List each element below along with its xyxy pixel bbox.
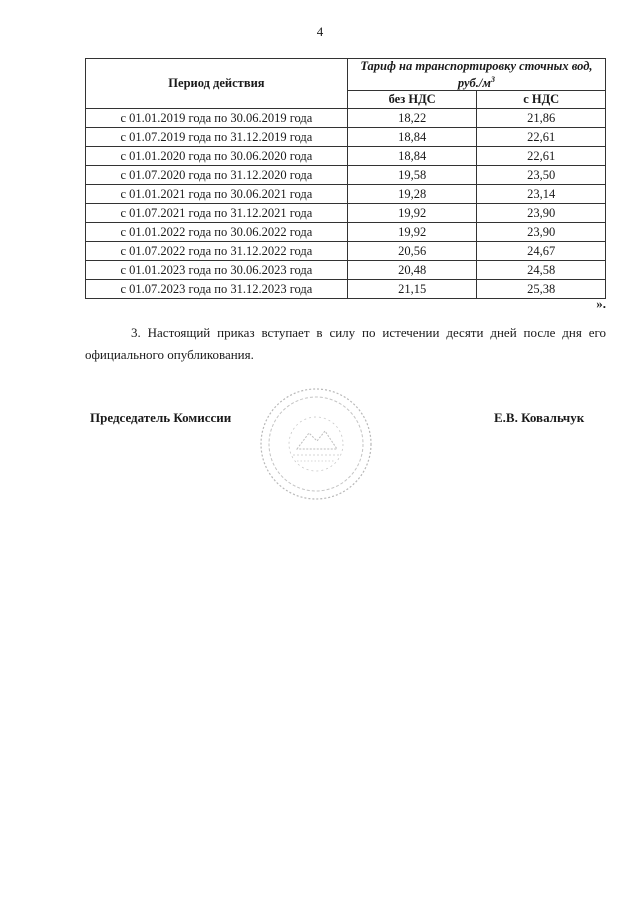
no-vat-cell: 20,48 (347, 261, 477, 280)
page-number: 4 (316, 24, 324, 39)
with-vat-cell: 24,67 (477, 242, 606, 261)
no-vat-cell: 19,58 (347, 166, 477, 185)
no-vat-cell: 19,92 (347, 204, 477, 223)
header-with-vat: с НДС (477, 91, 606, 109)
no-vat-cell: 21,15 (347, 280, 477, 299)
table-row (86, 109, 606, 128)
with-vat-cell: 24,58 (477, 261, 606, 280)
no-vat-cell: 18,84 (347, 147, 477, 166)
no-vat-cell: 19,92 (347, 223, 477, 242)
period-cell: с 01.01.2019 года по 30.06.2019 года (86, 109, 348, 128)
header-tariff-text: Тариф на транспортировку сточных вод, руб./м (360, 59, 593, 91)
table-row (86, 261, 606, 280)
round-seal-icon (257, 385, 375, 503)
table-row (86, 185, 606, 204)
with-vat-cell: 22,61 (477, 147, 606, 166)
table-row (86, 280, 606, 299)
period-cell: с 01.07.2020 года по 31.12.2020 года (86, 166, 348, 185)
closing-quote-mark: ». (596, 296, 606, 311)
with-vat-cell: 25,38 (477, 280, 606, 299)
table-row (86, 128, 606, 147)
signature-name: Е.В. Ковальчук (494, 410, 585, 425)
no-vat-cell: 19,28 (347, 185, 477, 204)
table-row (86, 242, 606, 261)
header-tariff (347, 59, 605, 91)
table-row (86, 204, 606, 223)
with-vat-cell: 22,61 (477, 128, 606, 147)
with-vat-cell: 21,86 (477, 109, 606, 128)
with-vat-cell: 23,14 (477, 185, 606, 204)
tariff-table-body (86, 109, 606, 299)
with-vat-cell: 23,50 (477, 166, 606, 185)
table-row (86, 147, 606, 166)
period-cell: с 01.01.2022 года по 30.06.2022 года (86, 223, 348, 242)
period-cell: с 01.01.2020 года по 30.06.2020 года (86, 147, 348, 166)
no-vat-cell: 20,56 (347, 242, 477, 261)
with-vat-cell: 23,90 (477, 223, 606, 242)
table-row (86, 223, 606, 242)
with-vat-cell: 23,90 (477, 204, 606, 223)
period-cell: с 01.01.2021 года по 30.06.2021 года (86, 185, 348, 204)
period-cell: с 01.01.2023 года по 30.06.2023 года (86, 261, 348, 280)
header-no-vat: без НДС (347, 91, 477, 109)
no-vat-cell: 18,84 (347, 128, 477, 147)
table-row (86, 166, 606, 185)
tariff-table (85, 58, 606, 299)
no-vat-cell: 18,22 (347, 109, 477, 128)
period-cell: с 01.07.2019 года по 31.12.2019 года (86, 128, 348, 147)
period-cell: с 01.07.2021 года по 31.12.2021 года (86, 204, 348, 223)
header-tariff-sup: 3 (490, 75, 495, 84)
signature-position: Председатель Комиссии (90, 410, 232, 425)
period-cell: с 01.07.2022 года по 31.12.2022 года (86, 242, 348, 261)
paragraph-3: 3. Настоящий приказ вступает в силу по истечении десяти дней после дня его официального опубликования. (85, 325, 606, 362)
header-period: Период действия (86, 59, 348, 109)
period-cell: с 01.07.2023 года по 31.12.2023 года (86, 280, 348, 299)
